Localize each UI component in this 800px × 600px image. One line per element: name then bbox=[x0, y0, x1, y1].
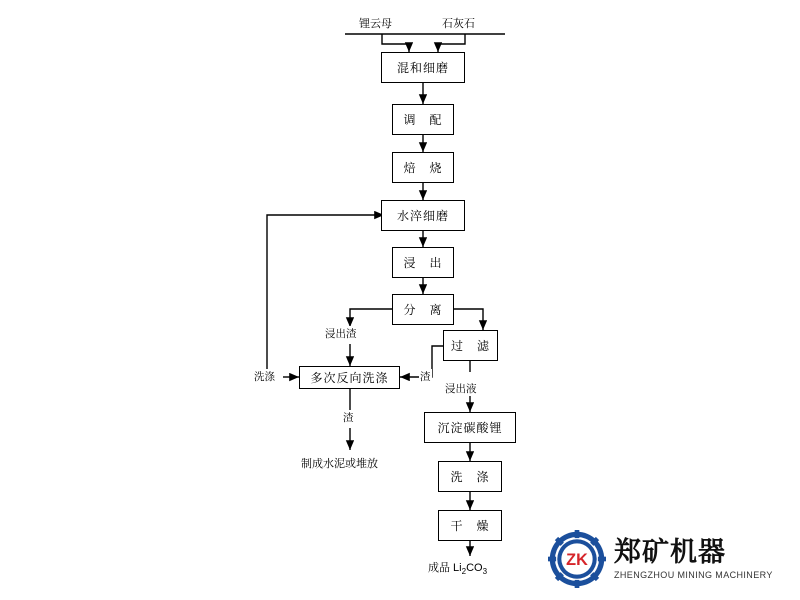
logo-text-block bbox=[614, 538, 773, 579]
output-cement-or-pile: 制成水泥或堆放 bbox=[300, 455, 379, 471]
output-product-suffix: CO bbox=[466, 562, 483, 574]
node-lepidolite: 锂云母 bbox=[358, 15, 393, 31]
company-name-cn: 郑矿机器 bbox=[614, 537, 726, 568]
output-product-sub2: 3 bbox=[482, 567, 488, 577]
company-logo bbox=[548, 528, 788, 590]
node-mix-grind: 混和细磨 bbox=[381, 52, 465, 83]
node-limestone: 石灰石 bbox=[441, 15, 476, 31]
node-wash: 洗 涤 bbox=[438, 461, 502, 492]
node-precipitate: 沉淀碳酸锂 bbox=[424, 412, 516, 443]
output-product-prefix: 成品 Li bbox=[428, 562, 462, 574]
edge-label-wash-water: 洗涤 bbox=[254, 371, 275, 383]
node-blend: 调 配 bbox=[392, 104, 454, 135]
output-product-sub1: 2 bbox=[461, 567, 467, 577]
output-product bbox=[427, 559, 488, 576]
svg-text:ZK: ZK bbox=[566, 550, 588, 569]
node-roast: 焙 烧 bbox=[392, 152, 454, 183]
node-quench-grind: 水淬细磨 bbox=[381, 200, 465, 231]
edge-label-residue-1: 渣 bbox=[420, 371, 431, 383]
gear-icon bbox=[548, 530, 606, 588]
edge-label-leach-residue: 浸出渣 bbox=[325, 328, 357, 340]
edge-label-leach-liquor: 浸出液 bbox=[445, 383, 477, 395]
node-separate: 分 离 bbox=[392, 294, 454, 325]
node-counter-wash: 多次反向洗涤 bbox=[299, 366, 400, 389]
node-leach: 浸 出 bbox=[392, 247, 454, 278]
node-dry: 干 燥 bbox=[438, 510, 502, 541]
company-name-en: ZHENGZHOU MINING MACHINERY bbox=[614, 569, 773, 580]
node-filter: 过 滤 bbox=[443, 330, 498, 361]
edge-label-residue-2: 渣 bbox=[343, 412, 354, 424]
